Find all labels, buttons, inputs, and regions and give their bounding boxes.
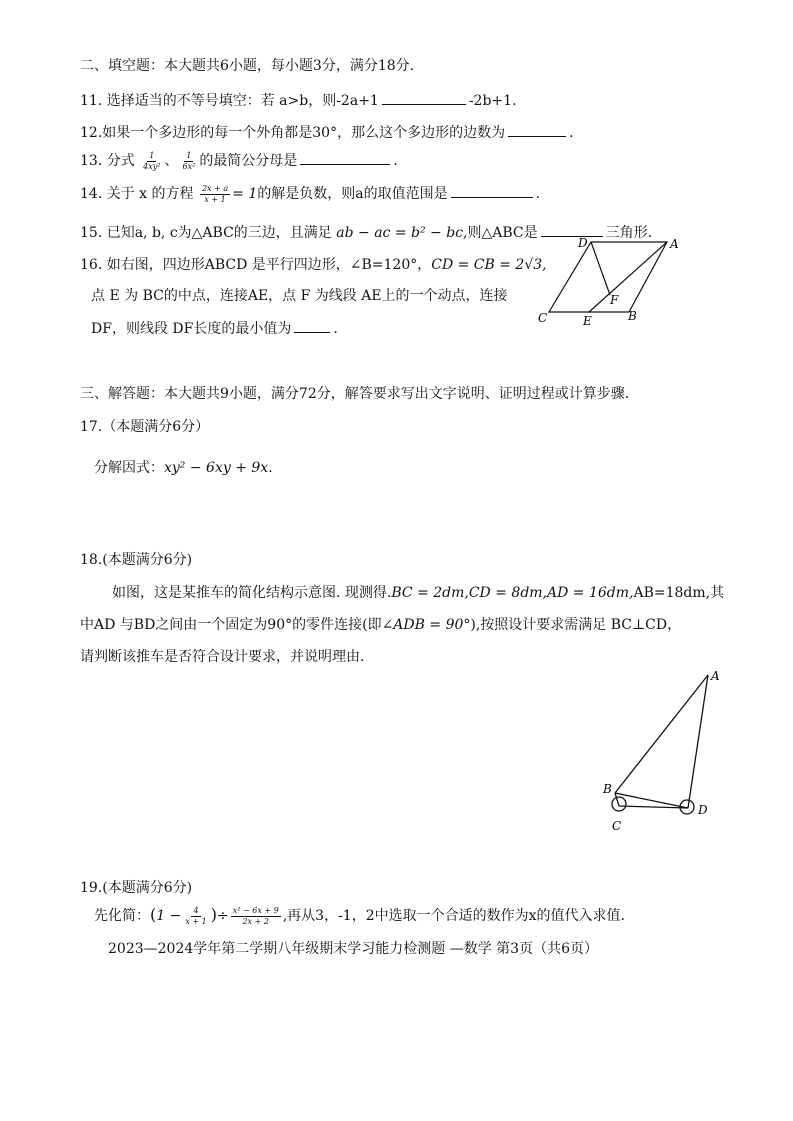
question-11 (80, 90, 517, 110)
label-a: A (711, 669, 720, 683)
q13-prefix: 13. 分式 (80, 153, 135, 169)
q11-tail: -2b+1. (468, 93, 517, 109)
q11-text: 11. 选择适当的不等号填空：若 a>b，则-2a+1 (80, 93, 379, 109)
label-d: D (698, 803, 708, 817)
q15-prefix: 15. 已知a, b, c为△ABC的三边，且满足 (80, 225, 332, 241)
q19-one-minus: 1 − (156, 908, 182, 924)
question-13 (80, 150, 398, 172)
q15-equation: ab − ac = b² − bc (336, 225, 464, 241)
q18-cart-figure (595, 660, 735, 840)
q16-line1-text: 16. 如右图，四边形ABCD 是平行四边形，∠B=120°， (80, 257, 432, 273)
parallelogram-abcd (549, 242, 667, 312)
question-16-line1 (80, 256, 547, 274)
section2-heading: 二、填空题：本大题共6小题，每小题3分，满分18分. (80, 58, 415, 74)
label-c: C (612, 819, 622, 833)
q16-line3-text: DF，则线段 DF长度的最小值为 (91, 321, 292, 337)
q19-fraction-1: $\frac{4}{x + 1}$ (185, 905, 207, 926)
q14-tail: . (535, 186, 541, 202)
q19-open-paren: ( (150, 905, 157, 924)
q12-tail: . (569, 125, 574, 141)
page-footer: 2023—2024学年第二学期八年级期末学习能力检测题 —数学 第3页（共6页） (108, 941, 598, 957)
q14-prefix: 14. 关于 x 的方程 (80, 186, 194, 202)
q13-fraction-2: $\frac{1}{\text{6x²}}$ (182, 150, 196, 171)
q17-expression: xy² − 6xy + 9x. (164, 460, 273, 476)
q18-line2-math: ∠ADB = 90° (381, 617, 471, 633)
label-a: A (670, 237, 679, 251)
question-18-title: 18.(本题满分6分) (80, 552, 193, 568)
q19-suffix: ,再从3，-1，2中选取一个合适的数作为x的值代入求值. (282, 908, 625, 924)
question-14 (80, 183, 540, 205)
q19-close-paren: ) (210, 905, 217, 924)
label-e: E (583, 314, 592, 328)
q12-answer-blank[interactable] (508, 122, 566, 137)
q13-suffix: 的最简公分母是 (199, 153, 298, 169)
q18-line1-text: 如图，这是某推车的简化结构示意图. 现测得. (112, 585, 392, 601)
q17-body-text: 分解因式： (94, 460, 164, 476)
q15-mid: ,则△ABC是 (463, 225, 538, 241)
question-19-body (94, 903, 625, 928)
question-12 (80, 122, 574, 142)
q16-answer-blank[interactable] (294, 318, 330, 333)
q16-parallelogram-figure (530, 232, 690, 328)
question-17-title: 17.（本题满分6分） (80, 419, 210, 435)
q18-line1-math: BC = 2dm,CD = 8dm,AD = 16dm, (391, 585, 634, 601)
q16-line1-math: CD = CB = 2√3, (431, 257, 547, 273)
label-d: D (578, 236, 588, 250)
q15-tail: 三角形. (605, 225, 653, 241)
q19-prefix: 先化简： (94, 908, 150, 924)
q18-line2-text: 中AD 与BD之间由一个固定为90°的零件连接(即 (80, 617, 382, 633)
q11-answer-blank[interactable] (382, 90, 466, 105)
question-18-line2 (80, 616, 681, 634)
label-b: B (603, 782, 612, 796)
segment-ae (589, 242, 667, 312)
segment-df (591, 242, 610, 295)
question-19-title: 19.(本题满分6分) (80, 880, 193, 896)
question-18-line3: 请判断该推车是否符合设计要求，并说明理由. (80, 649, 365, 665)
q13-answer-blank[interactable] (300, 150, 390, 165)
q12-text: 12.如果一个多边形的每一个外角都是30°，那么这个多边形的边数为 (80, 125, 506, 141)
q14-suffix: 的解是负数，则a的取值范围是 (257, 186, 448, 202)
label-f: F (610, 293, 619, 307)
label-b: B (628, 309, 637, 323)
q13-sep: 、 (164, 153, 179, 169)
section3-heading: 三、解答题：本大题共9小题，满分72分，解答要求写出文字说明、证明过程或计算步骤. (80, 386, 630, 402)
q14-answer-blank[interactable] (451, 183, 533, 198)
question-17-body (94, 459, 273, 477)
segment-ad (688, 675, 708, 808)
q13-fraction-1: $\frac{1}{\text{4xy²}}$ (143, 150, 161, 171)
q13-tail: . (393, 153, 398, 169)
question-16-line2: 点 E 为 BC的中点，连接AE，点 F 为线段 AE上的一个动点，连接 (91, 288, 508, 304)
q19-fraction-2: $\frac{\text{x² − 6x + 9}}{2x + 2}$ (232, 905, 279, 926)
q14-eq: = 1 (232, 186, 258, 202)
q14-fraction: $\frac{2x + a}{x + 1}$ (201, 183, 229, 204)
q19-divide: ÷ (216, 908, 229, 924)
q16-tail: . (333, 321, 338, 337)
label-c: C (538, 311, 548, 325)
segment-bc (615, 793, 619, 806)
q18-line1-tail: AB=18dm,其 (633, 585, 725, 601)
segment-ab (615, 675, 708, 793)
question-16-line3 (91, 318, 338, 338)
question-18-line1 (112, 584, 724, 602)
q18-line2-tail: ),按照设计要求需满足 BC⊥CD， (470, 617, 682, 633)
